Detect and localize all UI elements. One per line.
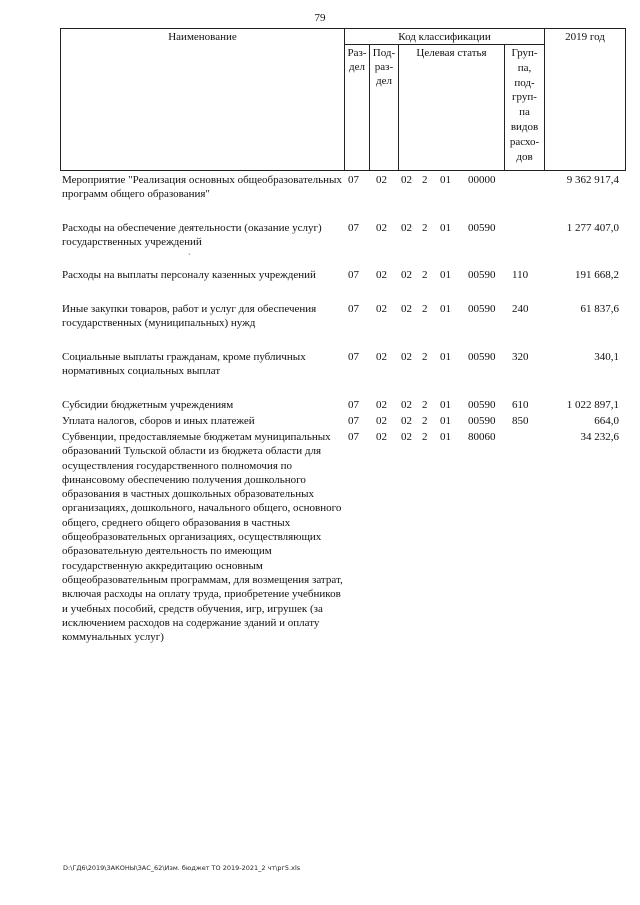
row-section: 07 [348, 415, 359, 427]
row-target-direction: 00000 [468, 174, 496, 186]
row-subsection: 02 [376, 303, 387, 315]
row-expense-type: 850 [512, 415, 529, 427]
row-target-event: 01 [440, 351, 451, 363]
row-expense-type: 110 [512, 269, 529, 281]
header-name-cell [60, 28, 345, 171]
row-target-event: 01 [440, 415, 451, 427]
row-subsection: 02 [376, 174, 387, 186]
row-name: Иные закупки товаров, работ и услуг для обеспечения государственных (муниципальных) нужд [62, 303, 317, 330]
row-subsection: 02 [376, 431, 387, 443]
row-target-direction: 00590 [468, 269, 496, 281]
row-target-event: 01 [440, 431, 451, 443]
row-name: Уплата налогов, сборов и иных платежей [62, 415, 255, 427]
row-target-subprogram: 2 [422, 174, 428, 186]
row-section: 07 [348, 303, 359, 315]
row-target-event: 01 [440, 303, 451, 315]
row-section: 07 [348, 431, 359, 443]
row-target-program: 02 [401, 174, 412, 186]
row-target-subprogram: 2 [422, 303, 428, 315]
header-target-cell [398, 44, 505, 171]
row-name: Мероприятие "Реализация основных общеобразовательных программ общего образования" [62, 174, 342, 201]
row-target-subprogram: 2 [422, 431, 428, 443]
row-target-direction: 00590 [468, 415, 496, 427]
row-amount: 1 022 897,1 [566, 399, 619, 411]
row-target-subprogram: 2 [422, 351, 428, 363]
header-section: Раз- дел [347, 47, 367, 73]
header-target-article: Целевая статья [416, 47, 487, 59]
row-expense-type: 240 [512, 303, 529, 315]
row-amount: 1 277 407,0 [566, 222, 619, 234]
row-target-subprogram: 2 [422, 415, 428, 427]
row-target-event: 01 [440, 399, 451, 411]
row-name: Субвенции, предоставляемые бюджетам муниципальных образований Тульской области из бюджета области для осуществления государственного полномочия по финансовому обеспечению получения дошкольного образования в частных дошкольных образовательных организациях, дошкольного, начального общего, основного общего, среднего общего образования в частных общеобразовательных организациях, осуществляющих образовательную деятельность по имеющим государственную аккредитацию основным общеобразовательным программам, для возмещения затрат, включая расходы на оплату труда, приобретение учебников и учебных пособий, средств обучения, игр, игрушек (за исключением расходов на содержание зданий и оплату коммунальных услуг) [62, 431, 343, 644]
row-target-direction: 00590 [468, 399, 496, 411]
row-target-direction: 00590 [468, 351, 496, 363]
row-amount: 61 837,6 [580, 303, 619, 315]
row-target-program: 02 [401, 351, 412, 363]
row-expense-type: 320 [512, 351, 529, 363]
header-group: Груп- па, под- груп- па видов расхо- дов [509, 47, 540, 163]
row-name: Социальные выплаты гражданам, кроме публичных нормативных социальных выплат [62, 351, 306, 378]
row-target-program: 02 [401, 399, 412, 411]
header-classification: Код классификации [398, 31, 491, 43]
row-section: 07 [348, 399, 359, 411]
scan-mark: ` [188, 252, 191, 262]
row-amount: 34 232,6 [580, 431, 619, 443]
row-target-event: 01 [440, 174, 451, 186]
row-subsection: 02 [376, 269, 387, 281]
header-name: Наименование [168, 31, 237, 43]
row-target-event: 01 [440, 269, 451, 281]
row-target-event: 01 [440, 222, 451, 234]
row-target-direction: 80060 [468, 431, 496, 443]
row-target-subprogram: 2 [422, 222, 428, 234]
row-target-direction: 00590 [468, 303, 496, 315]
row-expense-type: 610 [512, 399, 529, 411]
row-section: 07 [348, 351, 359, 363]
row-name: Субсидии бюджетным учреждениям [62, 399, 234, 411]
header-year-cell [544, 28, 626, 171]
row-subsection: 02 [376, 351, 387, 363]
row-amount: 664,0 [594, 415, 619, 427]
row-name: Расходы на обеспечение деятельности (оказание услуг) государственных учреждений [62, 222, 322, 249]
row-amount: 191 668,2 [575, 269, 619, 281]
row-amount: 9 362 917,4 [566, 174, 619, 186]
row-target-program: 02 [401, 269, 412, 281]
row-section: 07 [348, 174, 359, 186]
row-target-subprogram: 2 [422, 269, 428, 281]
row-name: Расходы на выплаты персоналу казенных учреждений [62, 269, 316, 281]
header-year: 2019 год [565, 31, 605, 43]
page-number: 79 [314, 12, 326, 24]
row-amount: 340,1 [594, 351, 619, 363]
row-section: 07 [348, 269, 359, 281]
row-target-direction: 00590 [468, 222, 496, 234]
row-target-subprogram: 2 [422, 399, 428, 411]
row-subsection: 02 [376, 399, 387, 411]
row-subsection: 02 [376, 415, 387, 427]
file-path-footer: D:\ГД6\2019\ЗАКОНЫ\ЗАС_62\Изм. бюджет ТО 2019-2021_2 чт\рг5.xls [63, 864, 301, 872]
row-section: 07 [348, 222, 359, 234]
row-subsection: 02 [376, 222, 387, 234]
row-target-program: 02 [401, 415, 412, 427]
header-subsection: Под- раз- дел [372, 47, 396, 87]
row-target-program: 02 [401, 222, 412, 234]
row-target-program: 02 [401, 431, 412, 443]
row-target-program: 02 [401, 303, 412, 315]
